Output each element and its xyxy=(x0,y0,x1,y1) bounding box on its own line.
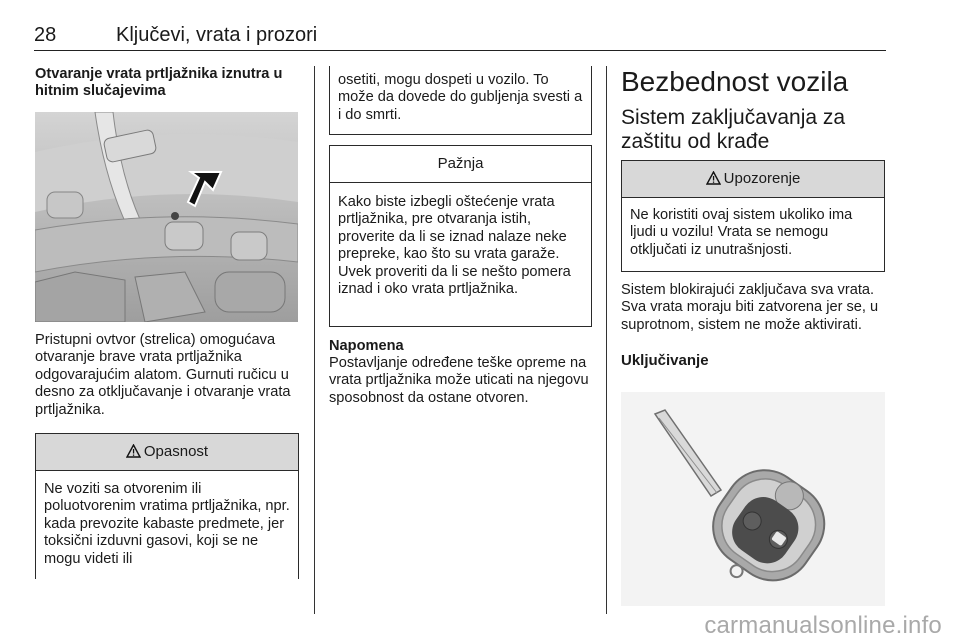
vehicle-security-section xyxy=(621,66,885,154)
subsection-title: Sistem zaključavanja za zaštitu od krađe xyxy=(621,106,846,153)
trunk-interior-figure xyxy=(35,112,298,322)
note-body: Postavljanje određene teške opreme na vrata prtljažnika može uticati na njegovu sposobnost da ostane otvoren. xyxy=(329,355,589,406)
chapter-title: Ključevi, vrata i prozori xyxy=(116,24,318,46)
warning-triangle-icon xyxy=(126,436,141,472)
warning-box-body: Ne koristiti ovaj sistem ukoliko ima ljudi u vozilu! Vrata se nemogu otključati iz unutrašnjosti. xyxy=(630,207,853,258)
emergency-opening-heading: Otvaranje vrata prtljažnika iznutra u hitnim slučajevima xyxy=(35,66,283,99)
danger-box-continued-body: osetiti, mogu dospeti u vozilo. To može da dovede do gubljenja svesti a i do smrti. xyxy=(338,72,583,123)
column-divider xyxy=(314,66,315,614)
trunk-release-paragraph: Pristupni ovtvor (strelica) omogućava otvaranje brave vrata prtljažnika odgovarajućim alatom. Gurnuti ručicu u desno za otključavanje i otvaranje vrata prtljažnika. xyxy=(35,332,291,418)
column-divider xyxy=(606,66,607,614)
warning-box-header xyxy=(622,161,884,198)
locking-system-text xyxy=(621,282,885,369)
caution-box-body: Kako biste izbegli oštećenje vrata prtljažnika, pre otvaranja istih, proverite da li se iznad nalaze neke prepreke, kao što su vrata garaže. Uvek proveriti da li se nešto pomera iznad i oko vrata prtljažnika. xyxy=(338,194,571,298)
folding-car-key-illustration xyxy=(621,392,885,606)
locking-system-paragraph: Sistem blokirajući zaključava sva vrata. Sva vrata moraju biti zatvorena jer se, u suprotnom, sistem ne može aktivirati. xyxy=(621,282,879,333)
warning-triangle-icon xyxy=(706,163,721,199)
site-watermark: carmanualsonline.info xyxy=(704,612,942,639)
danger-box-title: Opasnost xyxy=(143,443,209,460)
caution-box-header: Pažnja xyxy=(330,146,591,183)
note-heading: Napomena xyxy=(329,338,404,354)
warning-box-title: Upozorenje xyxy=(723,170,801,187)
column-left xyxy=(35,66,298,100)
trunk-release-arrow-illustration xyxy=(35,112,298,322)
danger-box-header xyxy=(36,434,298,471)
page-number: 28 xyxy=(34,24,57,46)
section-title: Bezbednost vozila xyxy=(621,66,849,97)
danger-box-body: Ne voziti sa otvorenim ili poluotvorenim vratima prtljažnika, npr. kada prevozite kabaste predmete, jer toksični izduvni gasovi, koji se ne mogu videti ili xyxy=(44,481,290,567)
caution-box xyxy=(329,145,592,327)
trunk-release-text xyxy=(35,332,298,419)
page-header xyxy=(34,24,886,51)
danger-box-continued xyxy=(329,66,592,135)
car-key-figure xyxy=(621,392,885,606)
note-section xyxy=(329,338,590,407)
danger-box xyxy=(35,433,299,579)
warning-box xyxy=(621,160,885,272)
activation-heading: Uključivanje xyxy=(621,352,709,370)
